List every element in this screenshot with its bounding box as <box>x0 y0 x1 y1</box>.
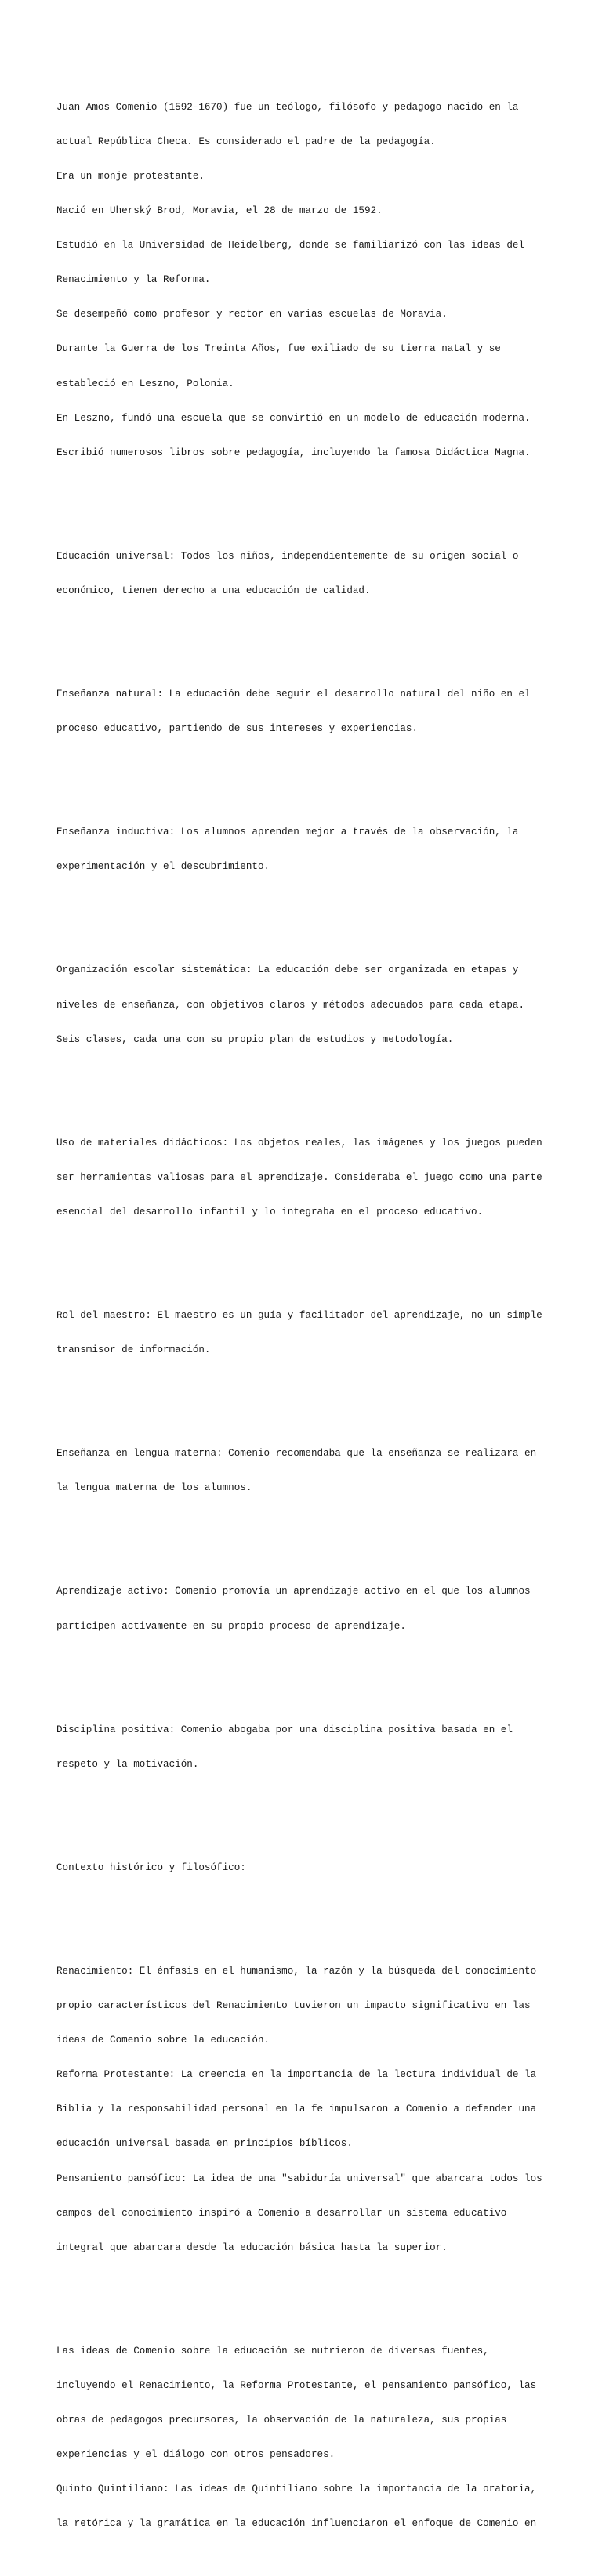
paragraph-disciplina-positiva <box>56 1701 558 1793</box>
paragraph-fuentes <box>56 2322 558 2552</box>
text-line: Organización escolar sistemática: La educación debe ser organizada en etapas y <box>56 964 519 976</box>
paragraph-contexto-heading <box>56 1839 558 1897</box>
text-line: económico, tienen derecho a una educación de calidad. <box>56 584 371 596</box>
text-line: Nació en Uherský Brod, Moravia, el 28 de marzo de 1592. <box>56 205 383 217</box>
paragraph-biography <box>56 78 558 481</box>
text-line: Renacimiento y la Reforma. <box>56 274 211 286</box>
text-line: participen activamente en su propio proceso de aprendizaje. <box>56 1620 406 1632</box>
text-line: Las ideas de Comenio sobre la educación se nutrieron de diversas fuentes, <box>56 2345 489 2357</box>
text-line: Quinto Quintiliano: Las ideas de Quintiliano sobre la importancia de la oratoria, <box>56 2484 537 2495</box>
text-line: Se desempeñó como profesor y rector en varias escuelas de Moravia. <box>56 309 448 320</box>
text-line: transmisor de información. <box>56 1344 211 1356</box>
text-line: Rol del maestro: El maestro es un guía y facilitador del aprendizaje, no un simple <box>56 1310 542 1322</box>
text-line: Seis clases, cada una con su propio plan de estudios y metodología. <box>56 1033 454 1045</box>
document-page <box>56 56 558 2576</box>
text-line: Enseñanza inductiva: Los alumnos aprenden mejor a través de la observación, la <box>56 827 519 838</box>
text-line: propio característicos del Renacimiento tuvieron un impacto significativo en las <box>56 2000 531 2012</box>
text-line: Renacimiento: El énfasis en el humanismo, la razón y la búsqueda del conocimiento <box>56 1965 537 1977</box>
text-line: ser herramientas valiosas para el aprendizaje. Consideraba el juego como una parte <box>56 1171 542 1183</box>
text-line: niveles de enseñanza, con objetivos claros y métodos adecuados para cada etapa. <box>56 999 525 1011</box>
text-line: Enseñanza en lengua materna: Comenio recomendaba que la enseñanza se realizara en <box>56 1448 537 1460</box>
text-line: Durante la Guerra de los Treinta Años, fue exiliado de su tierra natal y se <box>56 343 501 355</box>
paragraph-materiales-didacticos <box>56 1114 558 1241</box>
paragraph-ensenanza-inductiva <box>56 804 558 896</box>
paragraph-rol-maestro <box>56 1287 558 1380</box>
text-line: experimentación y el descubrimiento. <box>56 861 270 873</box>
paragraph-educacion-universal <box>56 527 558 620</box>
text-line: campos del conocimiento inspiró a Comenio a desarrollar un sistema educativo <box>56 2207 507 2219</box>
text-line: actual República Checa. Es considerado el padre de la pedagogía. <box>56 136 436 147</box>
paragraph-organizacion-escolar <box>56 942 558 1069</box>
section-heading: Contexto histórico y filosófico: <box>56 1861 246 1873</box>
text-line: educación universal basada en principios bíblicos. <box>56 2138 353 2150</box>
text-line: Educación universal: Todos los niños, independientemente de su origen social o <box>56 550 519 562</box>
text-line: respeto y la motivación. <box>56 1758 199 1770</box>
text-line: Era un monje protestante. <box>56 171 205 182</box>
text-line: Uso de materiales didácticos: Los objetos reales, las imágenes y los juegos pueden <box>56 1137 542 1149</box>
text-line: Estudió en la Universidad de Heidelberg, donde se familiarizó con las ideas del <box>56 240 525 251</box>
paragraph-aprendizaje-activo <box>56 1563 558 1655</box>
text-line: Reforma Protestante: La creencia en la importancia de la lectura individual de la <box>56 2069 537 2081</box>
text-line: la lengua materna de los alumnos. <box>56 1482 252 1494</box>
text-line: Escribió numerosos libros sobre pedagogía, incluyendo la famosa Didáctica Magna. <box>56 447 531 458</box>
paragraph-ensenanza-natural <box>56 666 558 758</box>
text-line: incluyendo el Renacimiento, la Reforma Protestante, el pensamiento pansófico, las <box>56 2379 537 2391</box>
text-line: esencial del desarrollo infantil y lo integraba en el proceso educativo. <box>56 1206 484 1217</box>
text-line: Enseñanza natural: La educación debe seguir el desarrollo natural del niño en el <box>56 689 531 700</box>
text-line: la retórica y la gramática en la educación influenciaron el enfoque de Comenio en <box>56 2518 537 2530</box>
text-line: En Leszno, fundó una escuela que se convirtió en un modelo de educación moderna. <box>56 412 531 424</box>
text-line: Disciplina positiva: Comenio abogaba por una disciplina positiva basada en el <box>56 1724 513 1735</box>
text-line: proceso educativo, partiendo de sus intereses y experiencias. <box>56 723 419 735</box>
text-line: Aprendizaje activo: Comenio promovía un aprendizaje activo en el que los alumnos <box>56 1586 531 1597</box>
text-line: ideas de Comenio sobre la educación. <box>56 2035 270 2046</box>
text-line: experiencias y el diálogo con otros pensadores. <box>56 2449 335 2461</box>
text-line: Biblia y la responsabilidad personal en la fe impulsaron a Comenio a defender una <box>56 2104 537 2115</box>
text-line: obras de pedagogos precursores, la observación de la naturaleza, sus propias <box>56 2415 507 2426</box>
paragraph-lengua-materna <box>56 1425 558 1518</box>
text-line: integral que abarcara desde la educación básica hasta la superior. <box>56 2241 448 2253</box>
text-line: Pensamiento pansófico: La idea de una "sabiduría universal" que abarcara todos los <box>56 2173 542 2184</box>
text-line: estableció en Leszno, Polonia. <box>56 378 234 389</box>
paragraph-contexto-historico <box>56 1943 558 2277</box>
text-line: Juan Amos Comenio (1592-1670) fue un teólogo, filósofo y pedagogo nacido en la <box>56 101 519 113</box>
